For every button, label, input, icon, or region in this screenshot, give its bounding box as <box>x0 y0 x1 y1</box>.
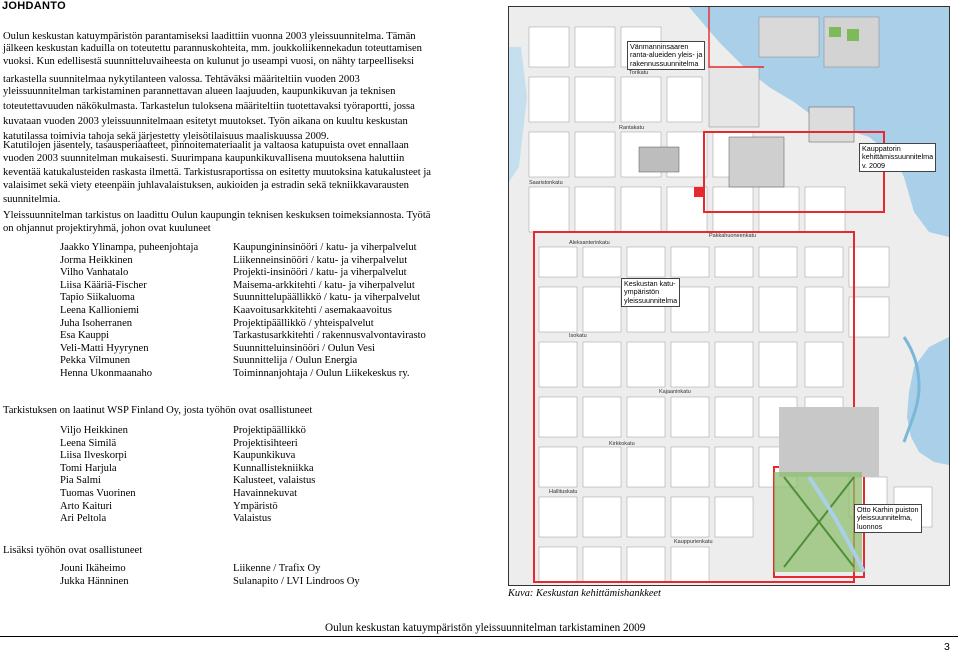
member-name: Veli-Matti Hyyrynen <box>60 342 149 354</box>
label-line: ympäristön <box>624 287 660 297</box>
waterfront-block <box>709 67 759 127</box>
para2-line: valaisimet sekä viety eteenpäin juhlavalaistuksen, aukioiden ja estradin sekä tekniikkavarausten <box>3 180 409 191</box>
page-heading: JOHDANTO <box>2 0 66 12</box>
member-name: Arto Kaituri <box>60 500 113 512</box>
label-line: rakennussuunnitelma <box>630 58 699 68</box>
street-name: Kirkkokatu <box>609 441 635 447</box>
figure-caption: Kuva: Keskustan kehittämishankkeet <box>508 588 661 599</box>
member-role: Projektipäällikkö <box>233 425 306 436</box>
project-group-roles <box>233 242 426 381</box>
label-keskusta <box>621 278 680 307</box>
member-name: Viljo Heikkinen <box>60 425 128 436</box>
street-name: Rantakatu <box>619 125 645 131</box>
intro-line: jälkeen keskustan kaduilla on toteutettu parannuskohteita, mm. joukkoliikennekadun toteuttamisen <box>3 43 422 55</box>
intro-line: yleissuunnitelman tarkistaminen parannettavan alueen laajuuden, kaupunkikuvan ja teknisen <box>3 86 396 97</box>
green-roof <box>847 29 859 41</box>
member-role: Suunnittelupäällikkö / katu- ja viherpalvelut <box>233 292 421 304</box>
member-name: Jouni Ikäheimo <box>60 563 126 574</box>
member-role: Havainnekuvat <box>233 487 298 499</box>
para2-line: Katutilojen jäsentely, tasausperiaatteet, pinnoitemateriaalit ja valtaosa katupuista ovet ennallaan <box>3 140 409 151</box>
para2-line: vuoden 2003 suunnitelman mukaisesti. Suurimpana kaupunkikuvallisena muutoksena haluttiin <box>3 153 405 164</box>
intro-line: toteutettavuuden näkökulmasta. Tarkastelun tuloksena määriteltiin tuotettavaksi työraportti, jossa <box>3 101 415 112</box>
member-name: Esa Kauppi <box>60 330 110 342</box>
member-role: Kaavoitusarkkitehti / asemakaavoitus <box>233 304 392 316</box>
wsp-team-names <box>60 425 136 526</box>
label-line: kehittämissuunnitelma <box>862 152 934 162</box>
member-role: Kaupunkikuva <box>233 450 296 462</box>
para2-line: keventää katukalusteiden raskasta ilmettä. Tarkistusraportissa on esitetty muutoksina katukalusteet ja <box>3 166 431 178</box>
label-otto-karhi <box>854 504 922 533</box>
member-role: Projektipäällikkö / yhteispalvelut <box>233 317 374 329</box>
member-name: Leena Kallioniemi <box>60 304 140 316</box>
street-name: Hallituskatu <box>549 489 578 495</box>
street-name: Isokatu <box>569 333 587 339</box>
label-line: Otto Karhin puiston <box>857 505 919 514</box>
label-line: v. 2009 <box>862 160 886 170</box>
harbour-island <box>759 17 819 57</box>
member-role: Ympäristö <box>233 500 278 512</box>
member-name: Henna Ukonmaanaho <box>60 367 153 379</box>
member-role: Projekti-insinööri / katu- ja viherpalvelut <box>233 267 407 279</box>
page-number: 3 <box>944 641 950 653</box>
member-role: Projektisihteeri <box>233 437 298 449</box>
street-name: Kauppurienkatu <box>674 539 713 545</box>
member-name: Tomi Harjula <box>60 462 117 474</box>
member-name: Vilho Vanhatalo <box>60 267 129 279</box>
member-name: Pekka Vilmunen <box>60 355 131 367</box>
label-line: yleissuunnitelma <box>624 295 678 305</box>
project-group-names <box>60 242 198 381</box>
wsp-intro: Tarkistuksen on laatinut WSP Finland Oy, josta työhön ovat osallistuneet <box>3 405 313 416</box>
member-name: Liisa Ilveskorpi <box>60 450 127 462</box>
street-name: Aleksanterinkatu <box>569 240 610 246</box>
city-map-drawing <box>509 7 949 585</box>
member-role: Liikenneinsinööri / katu- ja viherpalvelut <box>233 254 408 266</box>
label-kauppatori <box>859 143 936 172</box>
member-name: Juha Isoherranen <box>60 317 133 329</box>
additional-team-names <box>60 563 129 588</box>
member-name: Pia Salmi <box>60 475 101 487</box>
intro-line: katutilassa toimivia tahoja sekä järjestetty yleisötilaisuus maaliskuussa 2009. <box>3 131 329 142</box>
member-name: Leena Similä <box>60 437 117 449</box>
street-name: Torikatu <box>629 70 649 76</box>
member-name: Ari Peltola <box>60 513 107 525</box>
label-line: yleissuunnitelma, <box>857 513 913 523</box>
member-name: Tuomas Vuorinen <box>60 487 136 499</box>
wsp-team-roles <box>233 425 315 526</box>
intro-line: Oulun keskustan katuympäristön parantamiseksi laadittiin vuonna 2003 yleissuunnitelma. Tämän <box>3 31 416 42</box>
member-role: Sulanapito / LVI Lindroos Oy <box>233 575 360 587</box>
member-name: Jaakko Ylinampa, puheenjohtaja <box>60 242 199 253</box>
street-name: Kajaaninkatu <box>659 389 691 395</box>
city-map <box>508 6 950 586</box>
label-line: luonnos <box>857 521 883 531</box>
footer-rule <box>0 636 958 637</box>
member-role: Suunnitteluinsinööri / Oulun Vesi <box>233 342 375 354</box>
label-line: Vänmanninsaaren <box>630 42 689 51</box>
label-line: ranta-alueiden yleis- ja <box>630 50 703 60</box>
pedestrian-street <box>779 407 879 477</box>
member-role: Toiminnanjohtaja / Oulun Liikekeskus ry. <box>233 367 410 379</box>
label-line: Keskustan katu- <box>624 279 676 288</box>
member-name: Tapio Siikaluoma <box>60 292 135 304</box>
additional-team-roles <box>233 563 360 588</box>
para3-line: Yleissuunnitelman tarkistus on laadittu Oulun kaupungin teknisen keskuksen toimeksiannosta. Työtä <box>3 210 431 221</box>
label-line: Kauppatorin <box>862 144 901 153</box>
member-name: Jukka Hänninen <box>60 575 129 587</box>
member-role: Kunnallistekniikka <box>233 462 314 474</box>
member-name: Liisa Kääriä-Fischer <box>60 279 147 291</box>
additional-intro: Lisäksi työhön ovat osallistuneet <box>3 545 143 556</box>
intro-line: tarkastella suunnitelmaa nykytilanteen valossa. Tehtäväksi määriteltiin vuoden 2003 <box>3 73 360 85</box>
member-role: Maisema-arkkitehti / katu- ja viherpalvelut <box>233 279 415 291</box>
member-role: Kalusteet, valaistus <box>233 475 316 487</box>
member-role: Tarkastusarkkitehti / rakennusvalvontavirasto <box>233 330 426 342</box>
member-role: Suunnittelija / Oulun Energia <box>233 355 358 367</box>
street-name: Saaristonkatu <box>529 180 563 186</box>
footer-title: Oulun keskustan katuympäristön yleissuunnitelman tarkistaminen 2009 <box>325 622 646 634</box>
member-name: Jorma Heikkinen <box>60 254 133 266</box>
intro-line: vuoksi. Kun edellisestä suunnitteluvaiheesta on kulunut jo useampi vuosi, on nähty tarpeelliseksi <box>3 55 415 67</box>
intro-line: kuvataan vuoden 2003 yleissuunnitelmaan esitetyt muutokset. Työn aikana on kuultu keskustan <box>3 116 408 127</box>
green-roof <box>829 27 841 37</box>
street-name: Pakkahuoneenkatu <box>709 233 757 239</box>
para2-line: suunnitelmia. <box>3 193 61 205</box>
member-role: Kaupungininsinööri / katu- ja viherpalvelut <box>233 242 417 253</box>
label-vanmanninsaari <box>627 41 705 70</box>
harbour-island <box>824 17 879 67</box>
member-role: Valaistus <box>233 513 272 525</box>
member-role: Liikenne / Trafix Oy <box>233 563 321 574</box>
para3-line: on ohjannut projektiryhmä, johon ovat kuuluneet <box>3 223 211 234</box>
